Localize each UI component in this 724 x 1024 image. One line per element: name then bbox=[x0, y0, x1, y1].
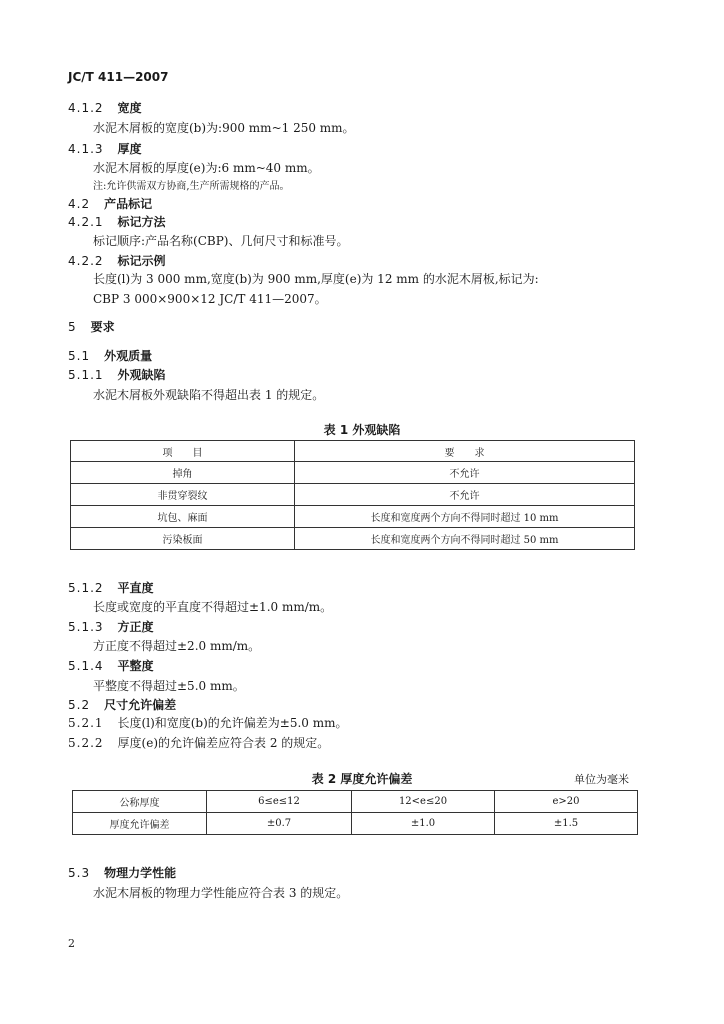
table2-caption: 表 2 厚度允许偏差 bbox=[311, 772, 413, 786]
table1-cell: 不允许 bbox=[295, 462, 635, 484]
clause-5-2-1: 5.2.1 长度(l)和宽度(b)的允许偏差为±5.0 mm。 bbox=[68, 716, 348, 730]
table2 bbox=[72, 790, 638, 835]
table-row bbox=[71, 462, 635, 484]
heading-5-3: 5.3 物理力学性能 bbox=[68, 866, 177, 880]
table2-cell: 12<e≤20 bbox=[352, 791, 495, 813]
marking-example-code: CBP 3 000×900×12 JC/T 411—2007。 bbox=[93, 292, 327, 306]
table1 bbox=[70, 440, 635, 550]
table1-cell: 长度和宽度两个方向不得同时超过 10 mm bbox=[295, 506, 635, 528]
heading-5-1-1: 5.1.1 外观缺陷 bbox=[68, 368, 166, 382]
heading-5: 5 要求 bbox=[68, 320, 115, 334]
table-row bbox=[73, 813, 638, 835]
standard-header: JC/T 411—2007 bbox=[68, 70, 169, 84]
heading-4-2-1: 4.2.1 标记方法 bbox=[68, 215, 166, 229]
table-row bbox=[71, 506, 635, 528]
heading-5-1-2: 5.1.2 平直度 bbox=[68, 581, 154, 595]
width-text: 水泥木屑板的宽度(b)为:900 mm~1 250 mm。 bbox=[93, 121, 355, 135]
heading-5-1: 5.1 外观质量 bbox=[68, 349, 153, 363]
marking-example-text: 长度(l)为 3 000 mm,宽度(b)为 900 mm,厚度(e)为 12 mm 的水泥木屑板,标记为: bbox=[93, 272, 539, 286]
table2-cell: 公称厚度 bbox=[73, 791, 207, 813]
heading-4-1-3: 4.1.3 厚度 bbox=[68, 142, 142, 156]
page-number: 2 bbox=[68, 937, 75, 950]
table-row bbox=[73, 791, 638, 813]
table2-cell: e>20 bbox=[495, 791, 638, 813]
table-row bbox=[71, 484, 635, 506]
table2-cell: 厚度允许偏差 bbox=[73, 813, 207, 835]
defect-text: 水泥木屑板外观缺陷不得超出表 1 的规定。 bbox=[93, 388, 325, 402]
squareness-text: 方正度不得超过±2.0 mm/m。 bbox=[93, 639, 261, 653]
marking-order-text: 标记顺序:产品名称(CBP)、几何尺寸和标准号。 bbox=[93, 234, 349, 248]
table1-cell: 非贯穿裂纹 bbox=[71, 484, 295, 506]
table1-header-item: 项 目 bbox=[71, 441, 295, 462]
heading-5-1-3: 5.1.3 方正度 bbox=[68, 620, 154, 634]
thickness-text: 水泥木屑板的厚度(e)为:6 mm~40 mm。 bbox=[93, 161, 320, 175]
table-row bbox=[71, 528, 635, 550]
table2-cell: ±0.7 bbox=[207, 813, 352, 835]
table1-cell: 坑包、麻面 bbox=[71, 506, 295, 528]
heading-4-1-2: 4.1.2 宽度 bbox=[68, 101, 142, 115]
heading-5-1-4: 5.1.4 平整度 bbox=[68, 659, 154, 673]
table1-caption: 表 1 外观缺陷 bbox=[323, 423, 401, 437]
table1-cell: 不允许 bbox=[295, 484, 635, 506]
table1-cell: 污染板面 bbox=[71, 528, 295, 550]
table2-cell: ±1.0 bbox=[352, 813, 495, 835]
heading-5-2: 5.2 尺寸允许偏差 bbox=[68, 698, 177, 712]
mechanical-text: 水泥木屑板的物理力学性能应符合表 3 的规定。 bbox=[93, 886, 349, 900]
evenness-text: 平整度不得超过±5.0 mm。 bbox=[93, 679, 245, 693]
flatness-text: 长度或宽度的平直度不得超过±1.0 mm/m。 bbox=[93, 600, 333, 614]
clause-5-2-2: 5.2.2 厚度(e)的允许偏差应符合表 2 的规定。 bbox=[68, 736, 330, 750]
table2-cell: ±1.5 bbox=[495, 813, 638, 835]
heading-4-2: 4.2 产品标记 bbox=[68, 197, 153, 211]
table1-header-requirement: 要 求 bbox=[295, 441, 635, 462]
table1-header-row bbox=[71, 441, 635, 462]
table1-cell: 掉角 bbox=[71, 462, 295, 484]
note-text: 注:允许供需双方协商,生产所需规格的产品。 bbox=[93, 181, 290, 192]
table2-unit: 单位为毫米 bbox=[574, 773, 629, 786]
table2-cell: 6≤e≤12 bbox=[207, 791, 352, 813]
heading-4-2-2: 4.2.2 标记示例 bbox=[68, 254, 166, 268]
table1-cell: 长度和宽度两个方向不得同时超过 50 mm bbox=[295, 528, 635, 550]
